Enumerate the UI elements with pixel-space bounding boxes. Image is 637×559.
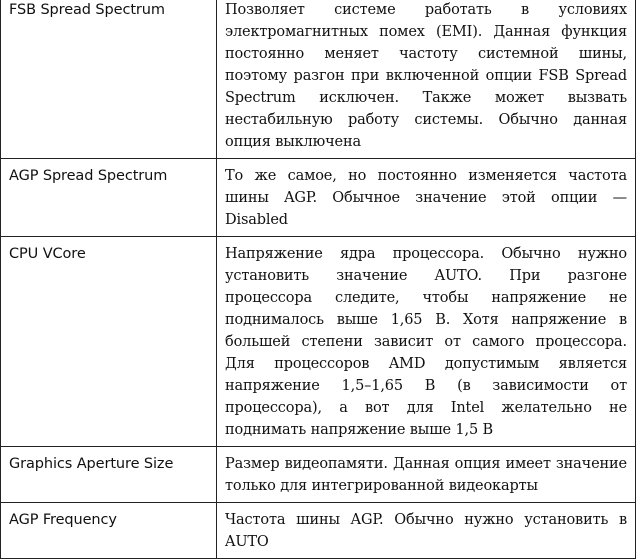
- option-name: CPU VCore: [1, 237, 217, 447]
- option-name: AGP Frequency: [1, 503, 217, 559]
- table-row: [1, 159, 636, 237]
- option-description: Позволяет системе работать в условиях электромагнитных помех (EMI). Данная функция постоянно меняет частоту системной шины, поэтому разгон при включенной опции FSB Spread Spectrum исключен. Также может вызвать нестабильную работу системы. Обычно данная опция выключена: [217, 0, 636, 159]
- table-row: [1, 237, 636, 447]
- table-row: [1, 0, 636, 159]
- option-name: FSB Spread Spectrum: [1, 0, 217, 159]
- table-row: [1, 503, 636, 559]
- option-description: Напряжение ядра процессора. Обычно нужно установить значение AUTO. При разгоне процессора следите, чтобы напряжение не поднималось выше 1,65 В. Хотя напряжение в большей степени зависит от самого процессора. Для процессоров AMD допустимым является напряжение 1,5–1,65 В (в зависимости от процессора), а вот для Intel желательно не поднимать напряжение выше 1,5 В: [217, 237, 636, 447]
- option-name: Graphics Aperture Size: [1, 447, 217, 503]
- table-row: [1, 447, 636, 503]
- option-description: То же самое, но постоянно изменяется частота шины AGP. Обычное значение этой опции — Disabled: [217, 159, 636, 237]
- option-description: Размер видеопамяти. Данная опция имеет значение только для интегрированной видеокарты: [217, 447, 636, 503]
- option-description: Частота шины AGP. Обычно нужно установить в AUTO: [217, 503, 636, 559]
- option-name: AGP Spread Spectrum: [1, 159, 217, 237]
